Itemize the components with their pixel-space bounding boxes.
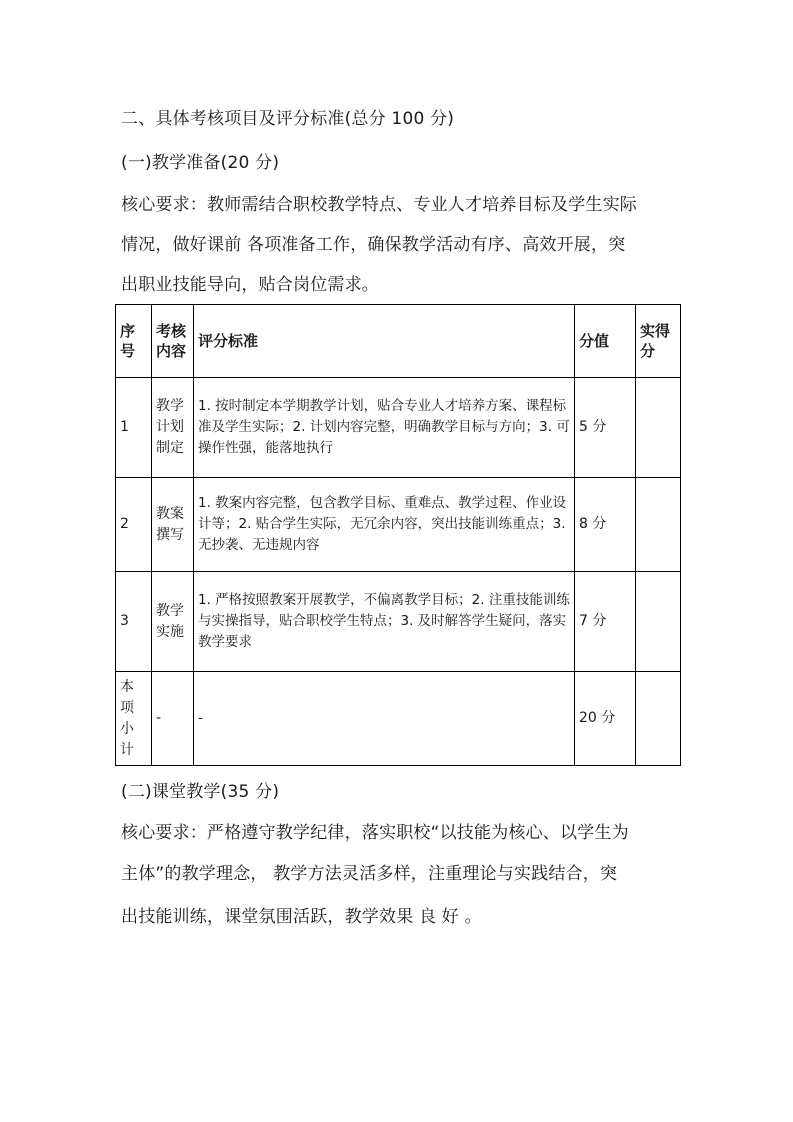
header-score: 分值 <box>575 305 636 378</box>
header-no: 序号 <box>116 305 152 378</box>
table-row <box>116 378 681 478</box>
subsection-title-classroom: (二)课堂教学(35 分) <box>121 782 280 802</box>
row-actual[interactable] <box>636 672 681 766</box>
requirement-line: 出技能训练，课堂氛围活跃，教学效果 良 好 。 <box>121 907 482 927</box>
row-no: 2 <box>116 478 152 572</box>
row-score: 8 分 <box>575 478 636 572</box>
requirement-line: 核心要求：严格遵守教学纪律，落实职校“以技能为核心、以学生为 <box>121 823 629 843</box>
requirement-line: 核心要求：教师需结合职校教学特点、专业人才培养目标及学生实际 <box>121 195 637 215</box>
row-no: 3 <box>116 572 152 672</box>
row-actual[interactable] <box>636 378 681 478</box>
row-item: 教案撰写 <box>152 478 194 572</box>
row-criteria: - <box>194 672 575 766</box>
table-row <box>116 572 681 672</box>
table-subtotal-row <box>116 672 681 766</box>
row-criteria: 1. 严格按照教案开展教学，不偏离教学目标；2. 注重技能训练与实操指导，贴合职校学生特点；3. 及时解答学生疑问，落实教学要求 <box>194 572 575 672</box>
section-title: 二、具体考核项目及评分标准(总分 100 分) <box>121 109 455 129</box>
row-criteria: 1. 教案内容完整，包含教学目标、重难点、教学过程、作业设计等；2. 贴合学生实际，无冗余内容，突出技能训练重点；3. 无抄袭、无违规内容 <box>194 478 575 572</box>
table-row <box>116 478 681 572</box>
row-actual[interactable] <box>636 572 681 672</box>
row-score: 5 分 <box>575 378 636 478</box>
row-score: 7 分 <box>575 572 636 672</box>
subsection-title-teaching-prep: (一)教学准备(20 分) <box>121 153 280 173</box>
header-criteria: 评分标准 <box>194 305 575 378</box>
requirement-line: 情况，做好课前 各项准备工作，确保教学活动有序、高效开展，突 <box>121 235 626 255</box>
row-actual[interactable] <box>636 478 681 572</box>
requirement-line: 出职业技能导向，贴合岗位需求。 <box>121 275 379 295</box>
header-actual: 实得分 <box>636 305 681 378</box>
row-criteria: 1. 按时制定本学期教学计划，贴合专业人才培养方案、课程标准及学生实际；2. 计划内容完整，明确教学目标与方向；3. 可操作性强，能落地执行 <box>194 378 575 478</box>
row-item: 教学实施 <box>152 572 194 672</box>
row-no: 1 <box>116 378 152 478</box>
table-header-row <box>116 305 681 378</box>
subtotal-label: 本项小计 <box>116 672 152 766</box>
row-item: 教学计划制定 <box>152 378 194 478</box>
scoring-table <box>115 304 681 766</box>
subtotal-score: 20 分 <box>575 672 636 766</box>
row-item: - <box>152 672 194 766</box>
header-item: 考核内容 <box>152 305 194 378</box>
requirement-line: 主体”的教学理念， 教学方法灵活多样，注重理论与实践结合，突 <box>121 864 618 884</box>
